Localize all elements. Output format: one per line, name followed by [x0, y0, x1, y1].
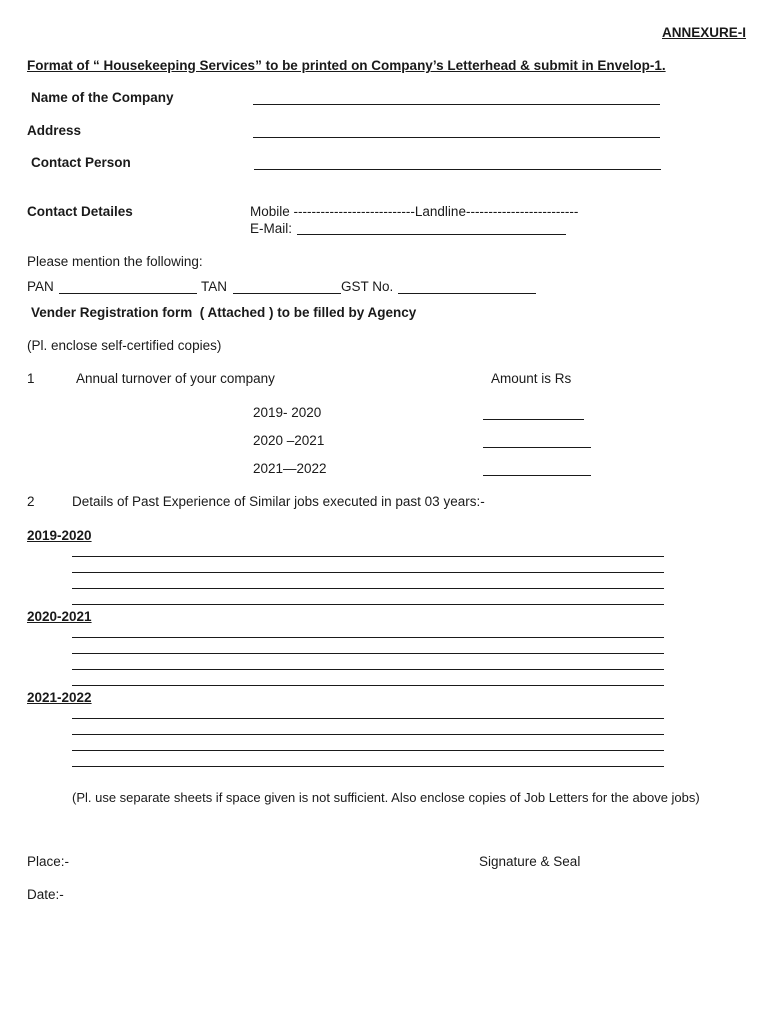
email-label: E-Mail: [250, 221, 293, 236]
company-name-field[interactable] [253, 104, 660, 105]
experience-year-heading: 2020-2021 [27, 609, 92, 624]
turnover-year: 2021—2022 [253, 461, 327, 476]
experience-year-heading: 2021-2022 [27, 690, 92, 705]
experience-line[interactable] [72, 572, 664, 573]
experience-line[interactable] [72, 750, 664, 751]
turnover-amount-field[interactable] [483, 419, 584, 420]
experience-line[interactable] [72, 637, 664, 638]
email-field[interactable] [297, 234, 566, 235]
turnover-amount-field[interactable] [483, 447, 591, 448]
experience-line[interactable] [72, 653, 664, 654]
turnover-number: 1 [27, 371, 35, 386]
mobile-landline-field[interactable]: Mobile ---------------------------Landline------------------------- [250, 204, 579, 219]
place-label: Place:- [27, 854, 70, 869]
gst-field[interactable] [398, 293, 536, 294]
separate-sheets-note: (Pl. use separate sheets if space given is not sufficient. Also enclose copies of Job Letters for the above jobs) [72, 790, 700, 805]
experience-year-heading: 2019-2020 [27, 528, 92, 543]
experience-number: 2 [27, 494, 35, 509]
company-name-label: Name of the Company [31, 90, 174, 105]
experience-line[interactable] [72, 766, 664, 767]
experience-label: Details of Past Experience of Similar jobs executed in past 03 years:- [72, 494, 485, 509]
pan-field[interactable] [59, 293, 197, 294]
signature-seal-label: Signature & Seal [479, 854, 581, 869]
gst-label: GST No. [341, 279, 394, 294]
experience-line[interactable] [72, 734, 664, 735]
address-label: Address [27, 123, 82, 138]
experience-line[interactable] [72, 604, 664, 605]
date-label: Date:- [27, 887, 64, 902]
turnover-amount-field[interactable] [483, 475, 591, 476]
tan-field[interactable] [233, 293, 341, 294]
turnover-year: 2019- 2020 [253, 405, 322, 420]
turnover-year: 2020 –2021 [253, 433, 325, 448]
annexure-label: ANNEXURE-I [662, 25, 747, 40]
experience-line[interactable] [72, 685, 664, 686]
format-title: Format of “ Housekeeping Services” to be printed on Company’s Letterhead & submit in Envelop-1. [27, 58, 666, 73]
experience-line[interactable] [72, 669, 664, 670]
pan-label: PAN [27, 279, 54, 294]
contact-person-field[interactable] [254, 169, 661, 170]
mention-intro: Please mention the following: [27, 254, 203, 269]
experience-line[interactable] [72, 588, 664, 589]
contact-person-label: Contact Person [31, 155, 131, 170]
experience-line[interactable] [72, 556, 664, 557]
experience-line[interactable] [72, 718, 664, 719]
amount-header: Amount is Rs [491, 371, 572, 386]
turnover-label: Annual turnover of your company [76, 371, 275, 386]
contact-details-label: Contact Detailes [27, 204, 133, 219]
vendor-registration-note: Vender Registration form ( Attached ) to be filled by Agency [31, 305, 417, 320]
tan-label: TAN [201, 279, 227, 294]
address-field[interactable] [253, 137, 660, 138]
enclose-note: (Pl. enclose self-certified copies) [27, 338, 222, 353]
